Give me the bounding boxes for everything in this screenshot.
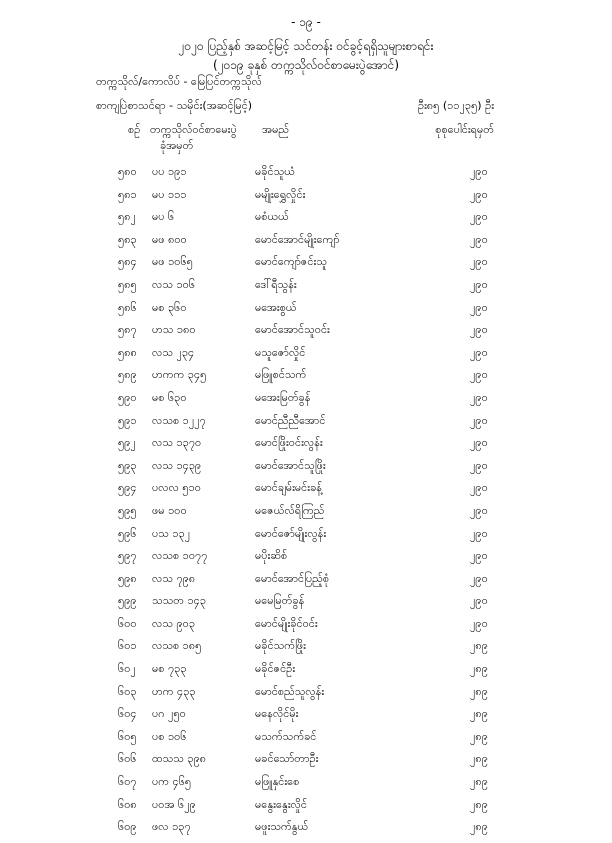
table-row bbox=[0, 368, 612, 391]
row-name: မခင်သော်တာဦး bbox=[255, 752, 319, 766]
row-marks: ၂၈၉ bbox=[470, 752, 488, 766]
row-number: ၆၀၂ bbox=[118, 662, 136, 676]
row-number: ၅၈၇ bbox=[118, 323, 137, 337]
row-roll: သသတ ၁၄၃ bbox=[152, 594, 207, 608]
row-number: ၅၈၆ bbox=[118, 300, 137, 314]
row-name: မအေးမြတ်ခွန် bbox=[255, 390, 311, 404]
row-name: မောင်ချမ်းမင်းခန့် bbox=[255, 481, 322, 495]
row-name: မပိုးဆိစ် bbox=[255, 549, 288, 563]
row-name: မဇေယ်လ်ရိကြည် bbox=[255, 503, 325, 517]
row-marks: ၂၉၀ bbox=[470, 458, 488, 472]
row-number: ၅၉၆ bbox=[118, 526, 137, 540]
row-number: ၅၈၄ bbox=[118, 255, 137, 269]
row-number: ၅၈၁ bbox=[118, 187, 137, 201]
row-name: မောင်ညီညီအောင် bbox=[255, 413, 326, 427]
row-number: ၆၀၀ bbox=[118, 616, 137, 630]
row-marks: ၂၉၀ bbox=[470, 187, 488, 201]
row-name: မဖူးသက်နွယ် bbox=[255, 820, 309, 834]
table-row bbox=[0, 820, 612, 843]
row-marks: ၂၈၉ bbox=[470, 662, 488, 676]
row-marks: ၂၉၀ bbox=[470, 255, 488, 269]
row-name: ဒေါ်ရီသွန်း bbox=[255, 277, 297, 291]
results-table bbox=[0, 165, 612, 843]
table-row bbox=[0, 549, 612, 572]
row-roll: လသ ၂၃၄ bbox=[152, 345, 195, 359]
table-row bbox=[0, 572, 612, 595]
row-name: မခိုင်သူယံ bbox=[255, 165, 295, 178]
document-subtitle: (၂၀၁၉ ခုနှစ် တက္ကသိုလ်ဝင်စာမေးပွဲအောင်) bbox=[212, 58, 400, 72]
row-name: မဖြူနှင်းစေ bbox=[255, 775, 300, 789]
row-number: ၆၀၄ bbox=[118, 707, 137, 721]
row-roll: ဖလ ၁၃၇ bbox=[152, 820, 191, 834]
row-number: ၅၈၉ bbox=[118, 368, 137, 382]
row-number: ၆၀၅ bbox=[118, 729, 137, 743]
table-row bbox=[0, 617, 612, 640]
row-marks: ၂၉၀ bbox=[470, 413, 488, 427]
row-number: ၆၀၈ bbox=[118, 797, 137, 811]
row-marks: ၂၈၉ bbox=[470, 820, 488, 834]
header-no: စဉ် bbox=[128, 123, 141, 136]
row-marks: ၂၉၀ bbox=[470, 210, 488, 224]
row-roll: လသစ ၁၀၇၇ bbox=[152, 549, 208, 563]
row-number: ၆၀၇ bbox=[118, 775, 137, 789]
row-name: မစံယယ် bbox=[255, 210, 289, 224]
row-marks: ၂၉၀ bbox=[470, 390, 488, 404]
row-number: ၅၈၃ bbox=[118, 232, 137, 246]
row-number: ၆၀၁ bbox=[118, 639, 137, 653]
row-roll: ပစ ၁၀၆ bbox=[152, 729, 187, 743]
row-roll: မဖ ၈၀၀ bbox=[152, 232, 187, 246]
row-number: ၅၉၇ bbox=[118, 549, 137, 563]
table-row bbox=[0, 504, 612, 527]
row-roll: ထသသ ၃၉၈ bbox=[152, 752, 207, 766]
row-number: ၅၈၈ bbox=[118, 345, 137, 359]
row-marks: ၂၈၉ bbox=[470, 639, 488, 653]
row-roll: ပသ ၁၃၂ bbox=[152, 526, 191, 540]
row-number: ၅၉၀ bbox=[118, 390, 137, 404]
table-row bbox=[0, 730, 612, 753]
table-row bbox=[0, 188, 612, 211]
table-row bbox=[0, 752, 612, 775]
table-row bbox=[0, 459, 612, 482]
row-number: ၅၉၅ bbox=[118, 503, 137, 517]
row-name: မဖြူစင်သက် bbox=[255, 368, 307, 382]
major-label: စာကျပြဲစာသင်ရာ - သမိုင်း(အဆင့်မြင့်) bbox=[96, 99, 253, 112]
table-row bbox=[0, 639, 612, 662]
row-name: မောင်စည်သူလွန်း bbox=[255, 684, 325, 698]
document-title: ၂၀၂၀ ပြည့်နှစ် အဆင့်မြင့် သင်တန်း ဝင်ခွင့်ရရှိသူများစာရင်း bbox=[178, 39, 434, 53]
row-marks: ၂၉၀ bbox=[470, 277, 488, 291]
row-roll: လသ ၇၉၈ bbox=[152, 571, 196, 585]
university-label: တက္ကသိုလ်/ကောလိပ် - မြေပြင်တက္ကသိုလ် bbox=[96, 75, 262, 88]
row-marks: ၂၉၀ bbox=[470, 616, 488, 630]
row-name: မမျိုးရွှေလှိုင်း bbox=[255, 187, 306, 201]
row-marks: ၂၉၀ bbox=[470, 503, 488, 517]
row-name: မခိုင်ဇင်ဦး bbox=[255, 662, 296, 676]
table-row bbox=[0, 481, 612, 504]
row-name: မသက်သက်ခင် bbox=[255, 729, 317, 743]
row-name: မနွေးနွေးလှိုင် bbox=[255, 797, 308, 811]
table-row bbox=[0, 775, 612, 798]
row-roll: လသစ ၁၂၂၇ bbox=[152, 413, 206, 427]
row-roll: လသ ၁၄၃၉ bbox=[152, 458, 202, 472]
row-roll: ပလလ ၅၁၀ bbox=[152, 481, 201, 495]
row-roll: ပဂ ၂၅၀ bbox=[152, 707, 186, 721]
row-name: မောင်ကျော်ဇင်းသူ bbox=[255, 255, 327, 269]
row-roll: မစ ၇၃၃ bbox=[152, 662, 187, 676]
row-roll: မပ ၁၁၁ bbox=[152, 187, 187, 201]
row-number: ၅၈၀ bbox=[118, 165, 137, 178]
row-roll: မစ ၆၃၀ bbox=[152, 390, 187, 404]
table-row bbox=[0, 278, 612, 301]
row-marks: ၂၉၀ bbox=[470, 526, 488, 540]
row-name: မောင်အောင်သူဝင်း bbox=[255, 323, 330, 337]
row-roll: ပက ၄၆၅ bbox=[152, 775, 192, 789]
row-marks: ၂၉၀ bbox=[470, 300, 488, 314]
row-number: ၅၉၂ bbox=[118, 436, 136, 450]
row-marks: ၂၉၀ bbox=[470, 594, 488, 608]
header-name: အမည် bbox=[262, 123, 290, 136]
table-row bbox=[0, 662, 612, 685]
header-roll: တက္ကသိုလ်ဝင်စာမေးပွဲ bbox=[150, 123, 237, 136]
row-roll: လသစ ၁၈၅ bbox=[152, 639, 202, 653]
table-row bbox=[0, 594, 612, 617]
table-row bbox=[0, 301, 612, 324]
row-name: မအေးစွယ် bbox=[255, 300, 297, 314]
row-number: ၅၉၉ bbox=[118, 594, 137, 608]
table-row bbox=[0, 527, 612, 550]
row-marks: ၂၉၀ bbox=[470, 165, 488, 178]
row-name: မောင်ဇော်မျိုးလွန်း bbox=[255, 526, 327, 540]
page-number: - ၁၉ - bbox=[291, 15, 321, 29]
count-label: ဦး၈၅ (၁၁၂၃၅) ဦး bbox=[418, 99, 494, 112]
table-row bbox=[0, 323, 612, 346]
row-name: မခိုင်သက်ဖြိုး bbox=[255, 639, 306, 653]
table-row bbox=[0, 707, 612, 730]
row-roll: ဖမ ၁၀၀ bbox=[152, 503, 187, 517]
table-row bbox=[0, 165, 612, 188]
row-name: မသူဇော်လှိုင် bbox=[255, 345, 306, 359]
row-number: ၅၉၄ bbox=[118, 481, 137, 495]
row-roll: လသ ၁၃၇၀ bbox=[152, 436, 202, 450]
row-number: ၆၀၆ bbox=[118, 752, 137, 766]
row-number: ၅၈၂ bbox=[118, 210, 136, 224]
row-marks: ၂၈၉ bbox=[470, 729, 488, 743]
row-roll: လသ ၁၀၆ bbox=[152, 277, 196, 291]
row-number: ၅၉၈ bbox=[118, 571, 137, 585]
row-roll: ဟကက ၃၄၅ bbox=[152, 368, 207, 382]
table-row bbox=[0, 685, 612, 708]
table-row bbox=[0, 346, 612, 369]
header-marks: စုစုပေါင်းရမှတ် bbox=[435, 123, 494, 136]
row-roll: ပပ ၁၉၁ bbox=[152, 165, 187, 178]
row-marks: ၂၉၀ bbox=[470, 481, 488, 495]
row-name: မမေမြတ်ခွန် bbox=[255, 594, 305, 608]
table-row bbox=[0, 414, 612, 437]
row-marks: ၂၉၀ bbox=[470, 436, 488, 450]
row-marks: ၂၈၉ bbox=[470, 775, 488, 789]
row-number: ၅၉၃ bbox=[118, 458, 137, 472]
row-roll: မစ ၃၆၀ bbox=[152, 300, 187, 314]
row-name: မောင်ဖြိုးဝင်းလွန်း bbox=[255, 436, 323, 450]
row-roll: ပဝအ ၆၂၉ bbox=[152, 797, 196, 811]
row-number: ၅၉၁ bbox=[118, 413, 137, 427]
table-row bbox=[0, 255, 612, 278]
row-name: မောင်အောင်မျိုးကျော် bbox=[255, 232, 340, 246]
table-row bbox=[0, 436, 612, 459]
row-number: ၆၀၃ bbox=[118, 684, 137, 698]
row-name: မောင်မျိုးခိုင်ဝင်း bbox=[255, 616, 318, 630]
table-row bbox=[0, 391, 612, 414]
row-marks: ၂၉၀ bbox=[470, 323, 488, 337]
header-roll-sub: ခုံအမှတ် bbox=[160, 139, 194, 152]
row-roll: ဟက ၄၃၃ bbox=[152, 684, 196, 698]
row-marks: ၂၈၉ bbox=[470, 707, 488, 721]
row-marks: ၂၉၀ bbox=[470, 571, 488, 585]
row-marks: ၂၉၀ bbox=[470, 345, 488, 359]
row-marks: ၂၈၉ bbox=[470, 797, 488, 811]
table-row bbox=[0, 210, 612, 233]
row-roll: မပ ၆ bbox=[152, 210, 175, 224]
row-roll: လသ ၉၀၃ bbox=[152, 616, 196, 630]
table-row bbox=[0, 798, 612, 821]
row-number: ၆၀၉ bbox=[118, 820, 137, 834]
row-roll: မဖ ၁၀၆၅ bbox=[152, 255, 193, 269]
row-roll: ဟသ ၁၈၀ bbox=[152, 323, 196, 337]
row-marks: ၂၉၀ bbox=[470, 368, 488, 382]
row-number: ၅၈၅ bbox=[118, 277, 137, 291]
row-marks: ၂၈၉ bbox=[470, 684, 488, 698]
row-name: မောင်အောင်ပြည့်စုံ bbox=[255, 571, 330, 585]
row-name: မောင်အောင်သူဖြိုး bbox=[255, 458, 326, 472]
row-marks: ၂၉၀ bbox=[470, 232, 488, 246]
table-row bbox=[0, 233, 612, 256]
row-marks: ၂၉၀ bbox=[470, 549, 488, 563]
row-name: မနေလိုင်မိုး bbox=[255, 707, 299, 721]
